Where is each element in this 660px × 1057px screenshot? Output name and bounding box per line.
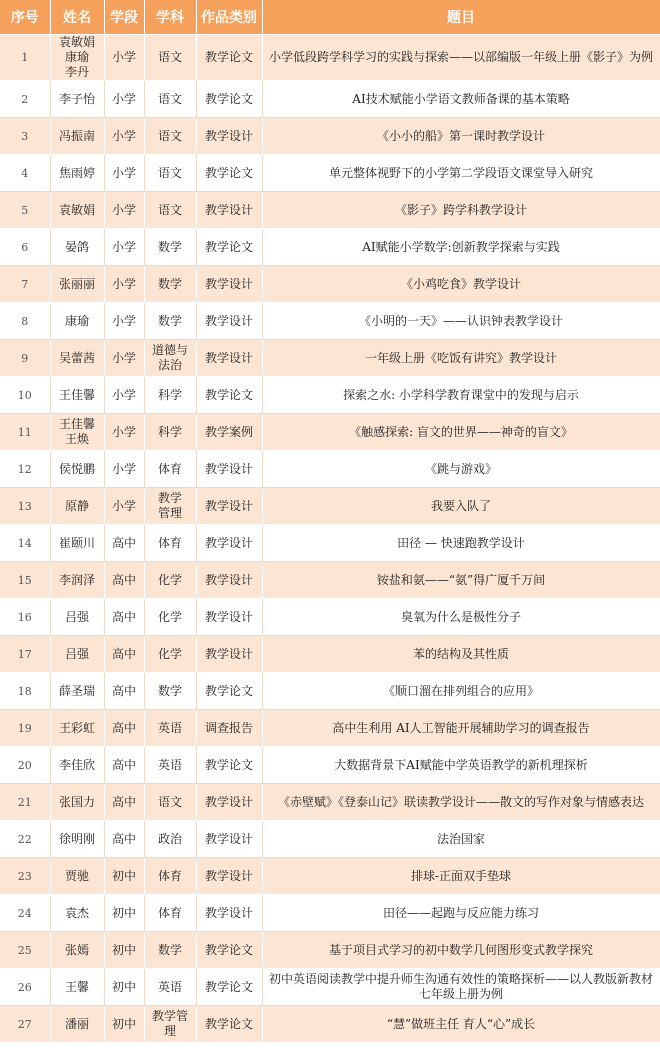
cell-no: 22 (0, 821, 50, 858)
cell-title: 排球-正面双手垫球 (262, 858, 660, 895)
cell-title: 高中生利用 AI人工智能开展辅助学习的调查报告 (262, 710, 660, 747)
cell-name: 吕强 (50, 636, 104, 673)
cell-name: 李润泽 (50, 562, 104, 599)
cell-name: 徐明刚 (50, 821, 104, 858)
cell-stage: 高中 (104, 636, 144, 673)
cell-type: 教学论文 (196, 155, 262, 192)
header-no: 序号 (0, 0, 50, 35)
cell-subject: 英语 (144, 747, 196, 784)
cell-stage: 小学 (104, 192, 144, 229)
cell-type: 调查报告 (196, 710, 262, 747)
cell-name: 王佳馨 王焕 (50, 414, 104, 451)
cell-name: 贾驰 (50, 858, 104, 895)
cell-stage: 高中 (104, 821, 144, 858)
table-row (0, 303, 660, 340)
cell-type: 教学设计 (196, 821, 262, 858)
cell-no: 5 (0, 192, 50, 229)
table-row (0, 932, 660, 969)
cell-type: 教学论文 (196, 969, 262, 1006)
cell-type: 教学设计 (196, 636, 262, 673)
table-row (0, 229, 660, 266)
cell-subject: 语文 (144, 155, 196, 192)
cell-type: 教学设计 (196, 303, 262, 340)
cell-subject: 体育 (144, 858, 196, 895)
cell-name: 李佳欣 (50, 747, 104, 784)
cell-stage: 高中 (104, 784, 144, 821)
cell-no: 8 (0, 303, 50, 340)
cell-no: 11 (0, 414, 50, 451)
cell-subject: 科学 (144, 414, 196, 451)
table-header (0, 0, 660, 35)
cell-name: 康瑜 (50, 303, 104, 340)
cell-no: 2 (0, 81, 50, 118)
cell-subject: 体育 (144, 451, 196, 488)
cell-type: 教学论文 (196, 229, 262, 266)
cell-type: 教学设计 (196, 451, 262, 488)
cell-no: 23 (0, 858, 50, 895)
cell-stage: 初中 (104, 969, 144, 1006)
cell-no: 18 (0, 673, 50, 710)
cell-type: 教学设计 (196, 599, 262, 636)
cell-type: 教学案例 (196, 414, 262, 451)
table-row (0, 710, 660, 747)
cell-name: 冯振南 (50, 118, 104, 155)
cell-no: 6 (0, 229, 50, 266)
cell-no: 20 (0, 747, 50, 784)
cell-name: 张国力 (50, 784, 104, 821)
cell-title: 基于项目式学习的初中数学几何图形变式教学探究 (262, 932, 660, 969)
cell-stage: 小学 (104, 414, 144, 451)
cell-subject: 体育 (144, 895, 196, 932)
cell-no: 14 (0, 525, 50, 562)
cell-title: 田径——起跑与反应能力练习 (262, 895, 660, 932)
cell-name: 袁杰 (50, 895, 104, 932)
cell-subject: 道德与 法治 (144, 340, 196, 377)
cell-subject: 教学管理 (144, 1006, 196, 1043)
cell-title: 《小明的一天》——认识钟表教学设计 (262, 303, 660, 340)
table-row (0, 636, 660, 673)
table-row (0, 1006, 660, 1043)
cell-type: 教学论文 (196, 81, 262, 118)
cell-type: 教学论文 (196, 35, 262, 81)
cell-name: 吴蕾茜 (50, 340, 104, 377)
cell-no: 13 (0, 488, 50, 525)
cell-title: 法治国家 (262, 821, 660, 858)
table-row (0, 525, 660, 562)
cell-no: 9 (0, 340, 50, 377)
cell-subject: 语文 (144, 81, 196, 118)
cell-no: 21 (0, 784, 50, 821)
cell-subject: 英语 (144, 969, 196, 1006)
table-row (0, 118, 660, 155)
cell-no: 26 (0, 969, 50, 1006)
cell-name: 潘丽 (50, 1006, 104, 1043)
cell-title: “慧”做班主任 育人“心”成长 (262, 1006, 660, 1043)
cell-type: 教学设计 (196, 488, 262, 525)
cell-type: 教学论文 (196, 1006, 262, 1043)
header-title: 题目 (262, 0, 660, 35)
cell-stage: 初中 (104, 932, 144, 969)
table-row (0, 414, 660, 451)
table-row (0, 562, 660, 599)
cell-no: 4 (0, 155, 50, 192)
cell-stage: 小学 (104, 303, 144, 340)
cell-no: 1 (0, 35, 50, 81)
cell-subject: 语文 (144, 118, 196, 155)
cell-name: 焦雨婷 (50, 155, 104, 192)
cell-stage: 小学 (104, 35, 144, 81)
cell-subject: 数学 (144, 303, 196, 340)
table-row (0, 451, 660, 488)
cell-no: 19 (0, 710, 50, 747)
cell-subject: 语文 (144, 784, 196, 821)
cell-type: 教学设计 (196, 266, 262, 303)
cell-name: 王馨 (50, 969, 104, 1006)
cell-subject: 语文 (144, 192, 196, 229)
cell-title: 铵盐和氨——“氨”得广厦千万间 (262, 562, 660, 599)
cell-type: 教学设计 (196, 340, 262, 377)
cell-title: 《赤壁赋》《登泰山记》联读教学设计——散文的写作对象与情感表达 (262, 784, 660, 821)
header-name: 姓名 (50, 0, 104, 35)
cell-stage: 小学 (104, 451, 144, 488)
cell-title: 一年级上册《吃饭有讲究》教学设计 (262, 340, 660, 377)
cell-type: 教学设计 (196, 784, 262, 821)
cell-stage: 初中 (104, 895, 144, 932)
table-row (0, 192, 660, 229)
cell-type: 教学设计 (196, 858, 262, 895)
cell-subject: 体育 (144, 525, 196, 562)
cell-stage: 高中 (104, 599, 144, 636)
cell-name: 侯悦鹏 (50, 451, 104, 488)
cell-stage: 初中 (104, 858, 144, 895)
cell-name: 袁敏娟 康瑜 李丹 (50, 35, 104, 81)
cell-subject: 英语 (144, 710, 196, 747)
cell-subject: 化学 (144, 562, 196, 599)
cell-title: 单元整体视野下的小学第二学段语文课堂导入研究 (262, 155, 660, 192)
cell-name: 张丽丽 (50, 266, 104, 303)
cell-no: 3 (0, 118, 50, 155)
cell-no: 25 (0, 932, 50, 969)
table-row (0, 673, 660, 710)
cell-name: 吕强 (50, 599, 104, 636)
cell-name: 李子怡 (50, 81, 104, 118)
cell-subject: 数学 (144, 229, 196, 266)
table-row (0, 340, 660, 377)
cell-title: 《小小的船》第一课时教学设计 (262, 118, 660, 155)
cell-title: 臭氧为什么是极性分子 (262, 599, 660, 636)
cell-title: 苯的结构及其性质 (262, 636, 660, 673)
cell-name: 薛圣瑞 (50, 673, 104, 710)
cell-title: 我要入队了 (262, 488, 660, 525)
cell-stage: 高中 (104, 747, 144, 784)
cell-title: 《影子》跨学科教学设计 (262, 192, 660, 229)
cell-title: 探索之水: 小学科学教育课堂中的发现与启示 (262, 377, 660, 414)
table-row (0, 821, 660, 858)
cell-subject: 数学 (144, 266, 196, 303)
table-row (0, 784, 660, 821)
cell-subject: 化学 (144, 599, 196, 636)
table-row (0, 858, 660, 895)
cell-title: AI赋能小学数学:创新教学探索与实践 (262, 229, 660, 266)
cell-no: 24 (0, 895, 50, 932)
cell-type: 教学设计 (196, 562, 262, 599)
cell-stage: 小学 (104, 81, 144, 118)
cell-title: 《小鸡吃食》教学设计 (262, 266, 660, 303)
table-row (0, 895, 660, 932)
cell-no: 17 (0, 636, 50, 673)
cell-name: 袁敏娟 (50, 192, 104, 229)
cell-no: 15 (0, 562, 50, 599)
cell-title: 《顺口溜在排列组合的应用》 (262, 673, 660, 710)
cell-no: 10 (0, 377, 50, 414)
table-row (0, 35, 660, 81)
cell-subject: 政治 (144, 821, 196, 858)
table-row (0, 81, 660, 118)
header-stage: 学段 (104, 0, 144, 35)
cell-type: 教学设计 (196, 525, 262, 562)
table-row (0, 488, 660, 525)
table-row (0, 747, 660, 784)
cell-type: 教学论文 (196, 377, 262, 414)
table-row (0, 377, 660, 414)
cell-no: 12 (0, 451, 50, 488)
cell-no: 16 (0, 599, 50, 636)
cell-name: 王佳馨 (50, 377, 104, 414)
cell-stage: 小学 (104, 377, 144, 414)
table-row (0, 599, 660, 636)
header-row (0, 0, 660, 35)
cell-subject: 数学 (144, 932, 196, 969)
cell-stage: 小学 (104, 118, 144, 155)
cell-subject: 教学 管理 (144, 488, 196, 525)
cell-stage: 高中 (104, 673, 144, 710)
table-row (0, 155, 660, 192)
cell-subject: 语文 (144, 35, 196, 81)
cell-type: 教学论文 (196, 747, 262, 784)
cell-title: 《触感探索: 盲文的世界——神奇的盲文》 (262, 414, 660, 451)
cell-stage: 小学 (104, 229, 144, 266)
cell-no: 27 (0, 1006, 50, 1043)
cell-stage: 高中 (104, 525, 144, 562)
cell-title: 小学低段跨学科学习的实践与探索——以部编版一年级上册《影子》为例 (262, 35, 660, 81)
table-row (0, 266, 660, 303)
cell-type: 教学设计 (196, 895, 262, 932)
cell-name: 张嫣 (50, 932, 104, 969)
cell-stage: 小学 (104, 266, 144, 303)
cell-name: 王彩虹 (50, 710, 104, 747)
cell-subject: 数学 (144, 673, 196, 710)
cell-title: 田径 — 快速跑教学设计 (262, 525, 660, 562)
cell-name: 晏鸽 (50, 229, 104, 266)
header-type: 作品类别 (196, 0, 262, 35)
cell-title: AI技术赋能小学语文教师备课的基本策略 (262, 81, 660, 118)
cell-type: 教学设计 (196, 118, 262, 155)
header-subject: 学科 (144, 0, 196, 35)
cell-title: 《跳与游戏》 (262, 451, 660, 488)
cell-subject: 科学 (144, 377, 196, 414)
cell-type: 教学设计 (196, 192, 262, 229)
cell-stage: 高中 (104, 562, 144, 599)
table-body (0, 35, 660, 1043)
cell-title: 初中英语阅读教学中提升师生沟通有效性的策略探析——以人教版新教材七年级上册为例 (262, 969, 660, 1006)
cell-stage: 小学 (104, 340, 144, 377)
cell-type: 教学论文 (196, 932, 262, 969)
cell-stage: 初中 (104, 1006, 144, 1043)
table-row (0, 969, 660, 1006)
cell-subject: 化学 (144, 636, 196, 673)
cell-type: 教学论文 (196, 673, 262, 710)
cell-stage: 小学 (104, 488, 144, 525)
cell-title: 大数据背景下AI赋能中学英语教学的新机理探析 (262, 747, 660, 784)
cell-name: 崔颐川 (50, 525, 104, 562)
cell-name: 原静 (50, 488, 104, 525)
cell-no: 7 (0, 266, 50, 303)
cell-stage: 小学 (104, 155, 144, 192)
cell-stage: 高中 (104, 710, 144, 747)
